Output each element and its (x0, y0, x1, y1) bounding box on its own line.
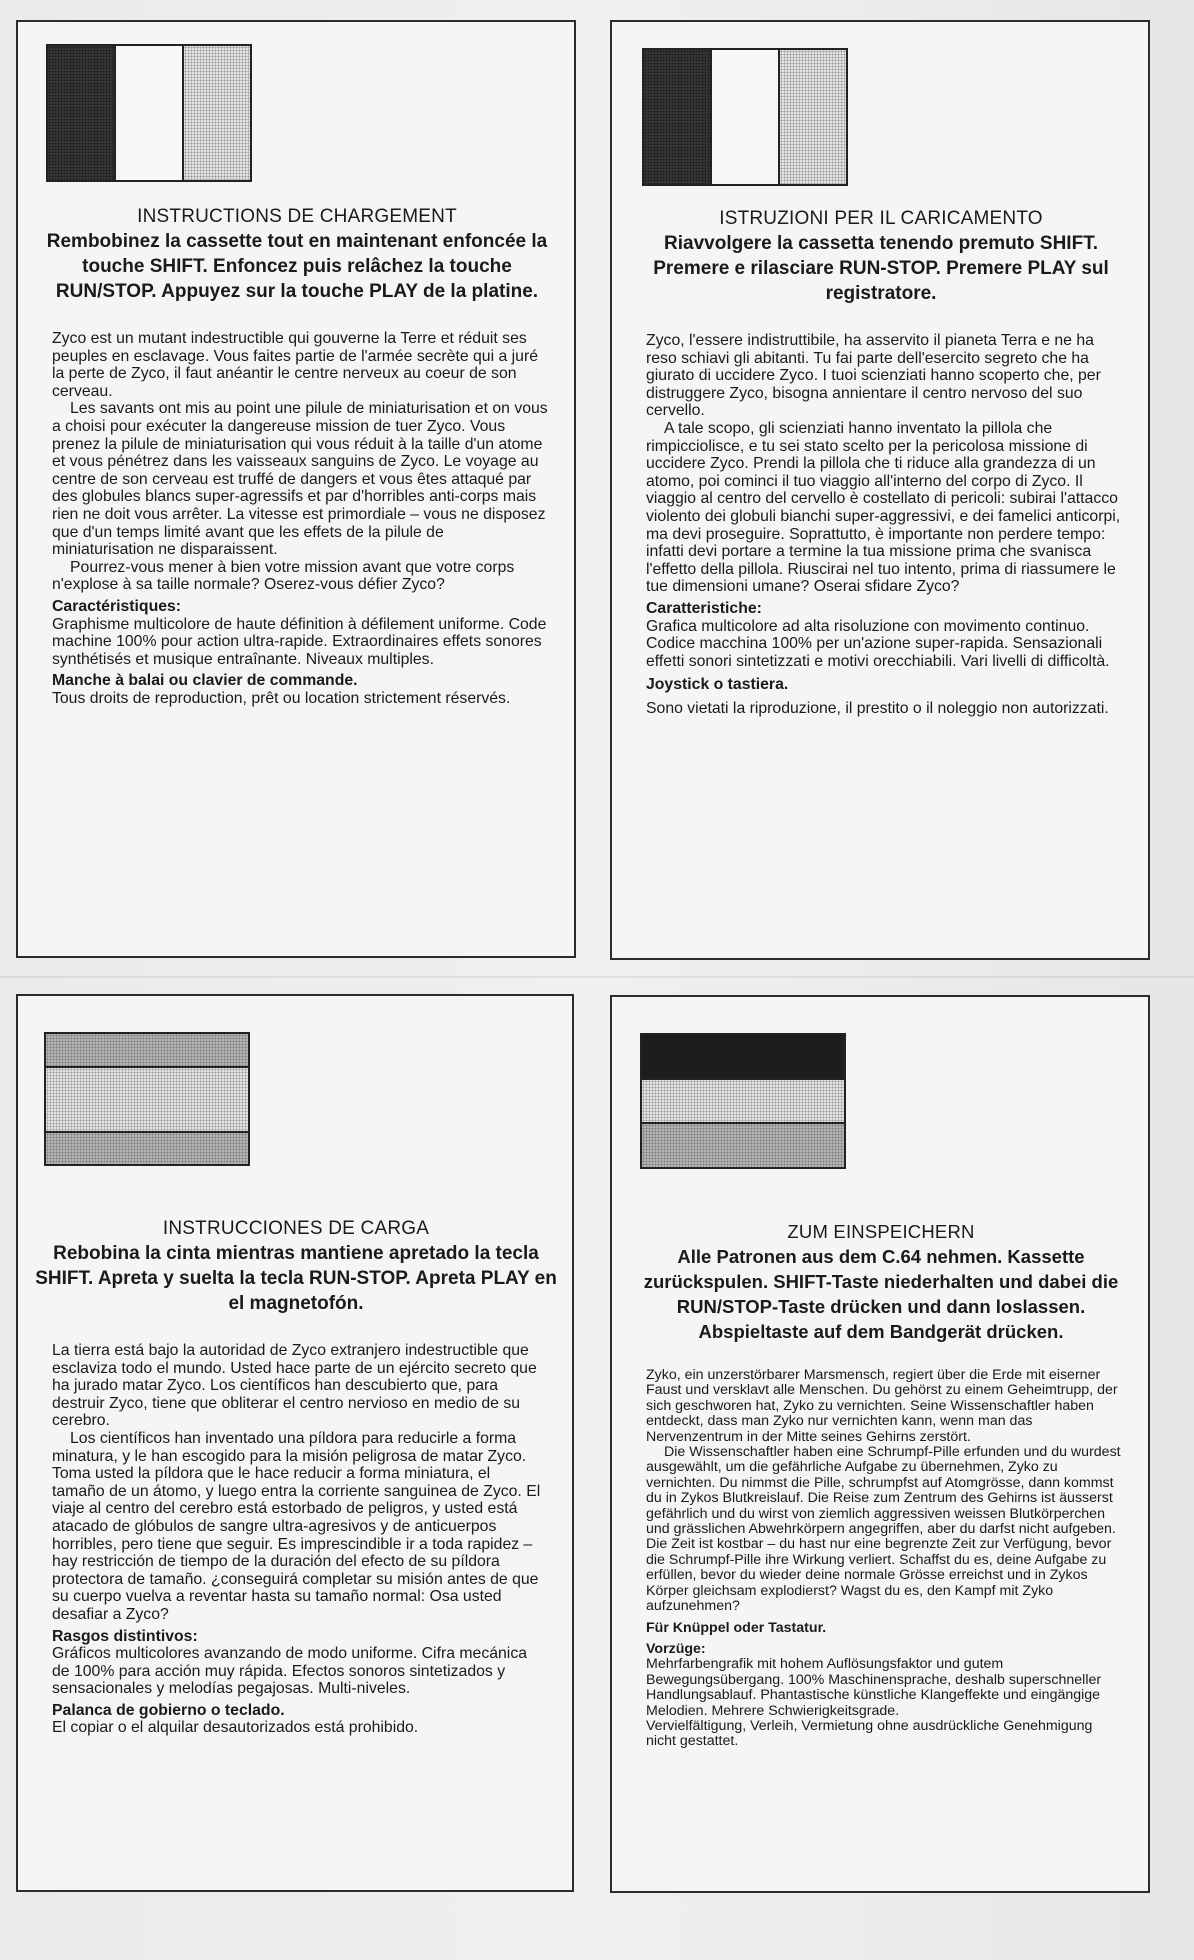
controls-heading: Joystick o tastiera. (646, 676, 789, 694)
paragraph: Los científicos han inventado una píldora para reducirle a forma minatura, y le han escogido para la misión peligrosa de matar Zyco. Toma usted la píldora que le hace reducir a forma miniatura, el tamaño de un átomo, y luego entra la corriente sanguinea de Zyco. El viaje al centro del cerebro está estorbado de peligros, y usted está atacado de glóbulos de sangre ultra-agresivos y de anticuerpos horribles, pero tiene que seguir. Es imprescindible ir a toda rapidez – hay restricción de tiempo de la duración del efecto de su píldora protectora de tamaño. ¿conseguirá completar su misión antes de que su cuerpo vuelva a reventar hasta su tamaño normal: Osa usted desafiar a Zyco? (52, 1429, 541, 1623)
controls-heading: Manche à balai ou clavier de commande. (52, 672, 358, 690)
features-heading: Vorzüge: (646, 1640, 706, 1657)
french-flag-icon (46, 44, 252, 182)
loading-instructions (32, 1216, 560, 1316)
loading-steps: Riavvolgere la cassetta tenendo premuto SHIFT. Premere e rilasciare RUN-STOP. Premere PLAY sul registratore. (653, 233, 1109, 304)
panel-italian (610, 20, 1150, 960)
section-title: INSTRUCTIONS DE CHARGEMENT (137, 206, 457, 227)
panel-spanish (16, 994, 574, 1892)
description (646, 332, 1122, 717)
loading-instructions (32, 204, 562, 304)
features-heading: Rasgos distintivos: (52, 1627, 198, 1645)
paragraph: Die Wissenschaftler haben eine Schrumpf-Pille erfunden und du wurdest ausgewählt, um die gefährliche Aufgabe zu übernehmen, Zyko zu vernichten. Du nimmst die Pille, schrumpfst auf Atomgrösse, dann kommst du in Zykos Blutkreislauf. Die Reise zum Zentrum des Gehirns ist äusserst gefährlich und du wirst von ziemlich aggressiven weissen Blutkörperchen und grässlichen Abwehrkörpern angegriffen, aber du darfst nicht aufgeben. Die Zeit ist kostbar – du hast nur eine begrenzte Zeit zur Verfügung, bevor die Schrumpf-Pille ihre Wirkung verliert. Schaffst du es, deine Aufgabe zu erfüllen, bevor du wieder deine normale Grösse erreichst und in Zykos Körper gleichsam explodierst? Wagst du es, den Kampf mit Zyko aufzunehmen? (646, 1444, 1121, 1615)
description (52, 1342, 546, 1737)
paragraph: A tale scopo, gli scienziati hanno inventato la pillola che rimpicciolisce, e tu sei stato scelto per la pericolosa missione di uccidere Zyco. Prendi la pillola che ti riduce alla grandezza di un atomo, poi cominci il tuo viaggio all'interno del corpo di Zyco. Il viaggio al centro del cervello è costellato di pericoli: subirai l'attacco violento dei globuli bianchi super-aggressivi, e dei famelici anticorpi, ma devi proseguire. Soprattutto, è importante non perdere tempo: infatti devi portare a termine la tua missione prima che svanisca l'effetto della pillola. Riuscirai nel tuo intento, prima di riassumere le tue dimensioni umane? Oserai sfidare Zyco? (646, 419, 1121, 596)
copyright-text: Vervielfältigung, Verleih, Vermietung ohne ausdrückliche Genehmigung nicht gestattet. (646, 1717, 1093, 1750)
paragraph: Zyco, l'essere indistruttibile, ha asservito il pianeta Terra e ne ha reso schiavi gli abitanti. Tu fai parte dell'esercito segreto che ha giurato di uccidere Zyco. I tuoi scienziati hanno scoperto che, per distruggere Zyco, bisogna annientare il centro nervoso del suo cervello. (646, 332, 1101, 420)
features-text: Graphisme multicolore de haute définition à défilement uniforme. Code machine 100% pour action ultra-rapide. Extraordinaires effets sonores synthétisés et musique entraînante. Niveaux multiples. (52, 615, 547, 668)
features-text: Gráficos multicolores avanzando de modo uniforme. Cifra mecánica de 100% para acción muy rápida. Efectos sonoros sintetizados y sensacionales y melodías pegajosas. Multi-niveles. (52, 1645, 528, 1698)
german-flag-icon (640, 1033, 846, 1169)
loading-instructions (626, 206, 1136, 306)
features-heading: Caractéristiques: (52, 597, 182, 615)
panel-french (16, 20, 576, 958)
controls-heading: Für Knüppel oder Tastatur. (646, 1619, 827, 1636)
paragraph: Zyco est un mutant indestructible qui gouverne la Terre et réduit ses peuples en esclavage. Vous faites partie de l'armée secrète qui a juré la perte de Zyco, il faut anéantir le centre nerveux au coeur de son cerveau. (52, 330, 538, 400)
loading-steps: Alle Patronen aus dem C.64 nehmen. Kassette zurückspulen. SHIFT-Taste niederhalten und dabei die RUN/STOP-Taste drücken und dann loslassen. Abspieltaste auf dem Bandgerät drücken. (643, 1246, 1119, 1342)
panel-german (610, 995, 1150, 1893)
features-heading: Caratteristiche: (646, 599, 762, 617)
section-title: ISTRUZIONI PER IL CARICAMENTO (719, 208, 1043, 229)
loading-steps: Rebobina la cinta mientras mantiene apretado la tecla SHIFT. Apreta y suelta la tecla RUN-STOP. Apreta PLAY en el magnetofón. (35, 1243, 557, 1314)
section-title: INSTRUCCIONES DE CARGA (162, 1218, 430, 1239)
paragraph: Pourrez-vous mener à bien votre mission avant que votre corps n'explose à sa taille normale? Oserez-vous défier Zyco? (52, 558, 515, 594)
copyright-text: Tous droits de reproduction, prêt ou location strictement réservés. (52, 689, 511, 707)
features-text: Mehrfarbengrafik mit hohem Auflösungsfaktor und gutem Bewegungsübergang. 100% Maschinensprache, deshalb superschneller Handlungsablauf. Phantastische künstliche Klangeffekte und eingängige Melodien. Mehrere Schwierigkeitsgrade. (646, 1656, 1102, 1719)
fold-line (0, 976, 1194, 978)
description (646, 1368, 1122, 1750)
paragraph: La tierra está bajo la autoridad de Zyco extranjero indestructible que esclaviza todo el mundo. Usted hace parte de un ejército secreto que ha jurado matar Zyco. Los científicos han descubierto que, para destruir Zyco, tiene que obliterar el centro nervioso en medio de su cerebro. (52, 1342, 537, 1430)
loading-instructions (626, 1219, 1136, 1344)
spanish-flag-icon (44, 1032, 250, 1166)
section-title: ZUM EINSPEICHERN (787, 1221, 975, 1242)
description (52, 330, 548, 707)
copyright-text: Sono vietati la riproduzione, il prestito o il noleggio non autorizzati. (646, 699, 1109, 717)
copyright-text: El copiar o el alquilar desautorizados está prohibido. (52, 1719, 419, 1737)
paragraph: Zyko, ein unzerstörbarer Marsmensch, regiert über die Erde mit eiserner Faust und versklavt alle Menschen. Du gehörst zu einem Geheimtrupp, der sich geschworen hat, Zyko zu vernichten. Seine Wissenschaftler haben entdeckt, dass man Zyko nur vernichten kann, wenn man das Nervenzentrum in der Mitte seines Gehirns zerstört. (646, 1367, 1118, 1445)
paragraph: Les savants ont mis au point une pilule de miniaturisation et on vous a choisi pour exécuter la dangereuse mission de tuer Zyco. Vous prenez la pilule de miniaturisation qui vous réduit à la taille d'un atome et vous pénétrez dans les vaisseaux sanguins de Zyco. Le voyage au centre de son cerveau est truffé de dangers et vous êtes attaqué par des globules blancs super-agressifs et par d'horribles anti-corps mais rien ne doit vous arrêter. La vitesse est primordiale – vous ne disposez que d'un temps limité avant que les effets de la pilule de miniaturisation ne disparaissent. (52, 400, 548, 559)
italian-flag-icon (642, 48, 848, 186)
loading-steps: Rembobinez la cassette tout en maintenant enfoncée la touche SHIFT. Enfoncez puis relâchez la touche RUN/STOP. Appuyez sur la touche PLAY de la platine. (46, 231, 548, 302)
features-text: Grafica multicolore ad alta risoluzione con movimento continuo. Codice macchina 100% per un'azione super-rapida. Sensazionali effetti sonori sintetizzati e motivi orecchiabili. Vari livelli di difficoltà. (646, 617, 1110, 670)
controls-heading: Palanca de gobierno o teclado. (52, 1701, 285, 1719)
